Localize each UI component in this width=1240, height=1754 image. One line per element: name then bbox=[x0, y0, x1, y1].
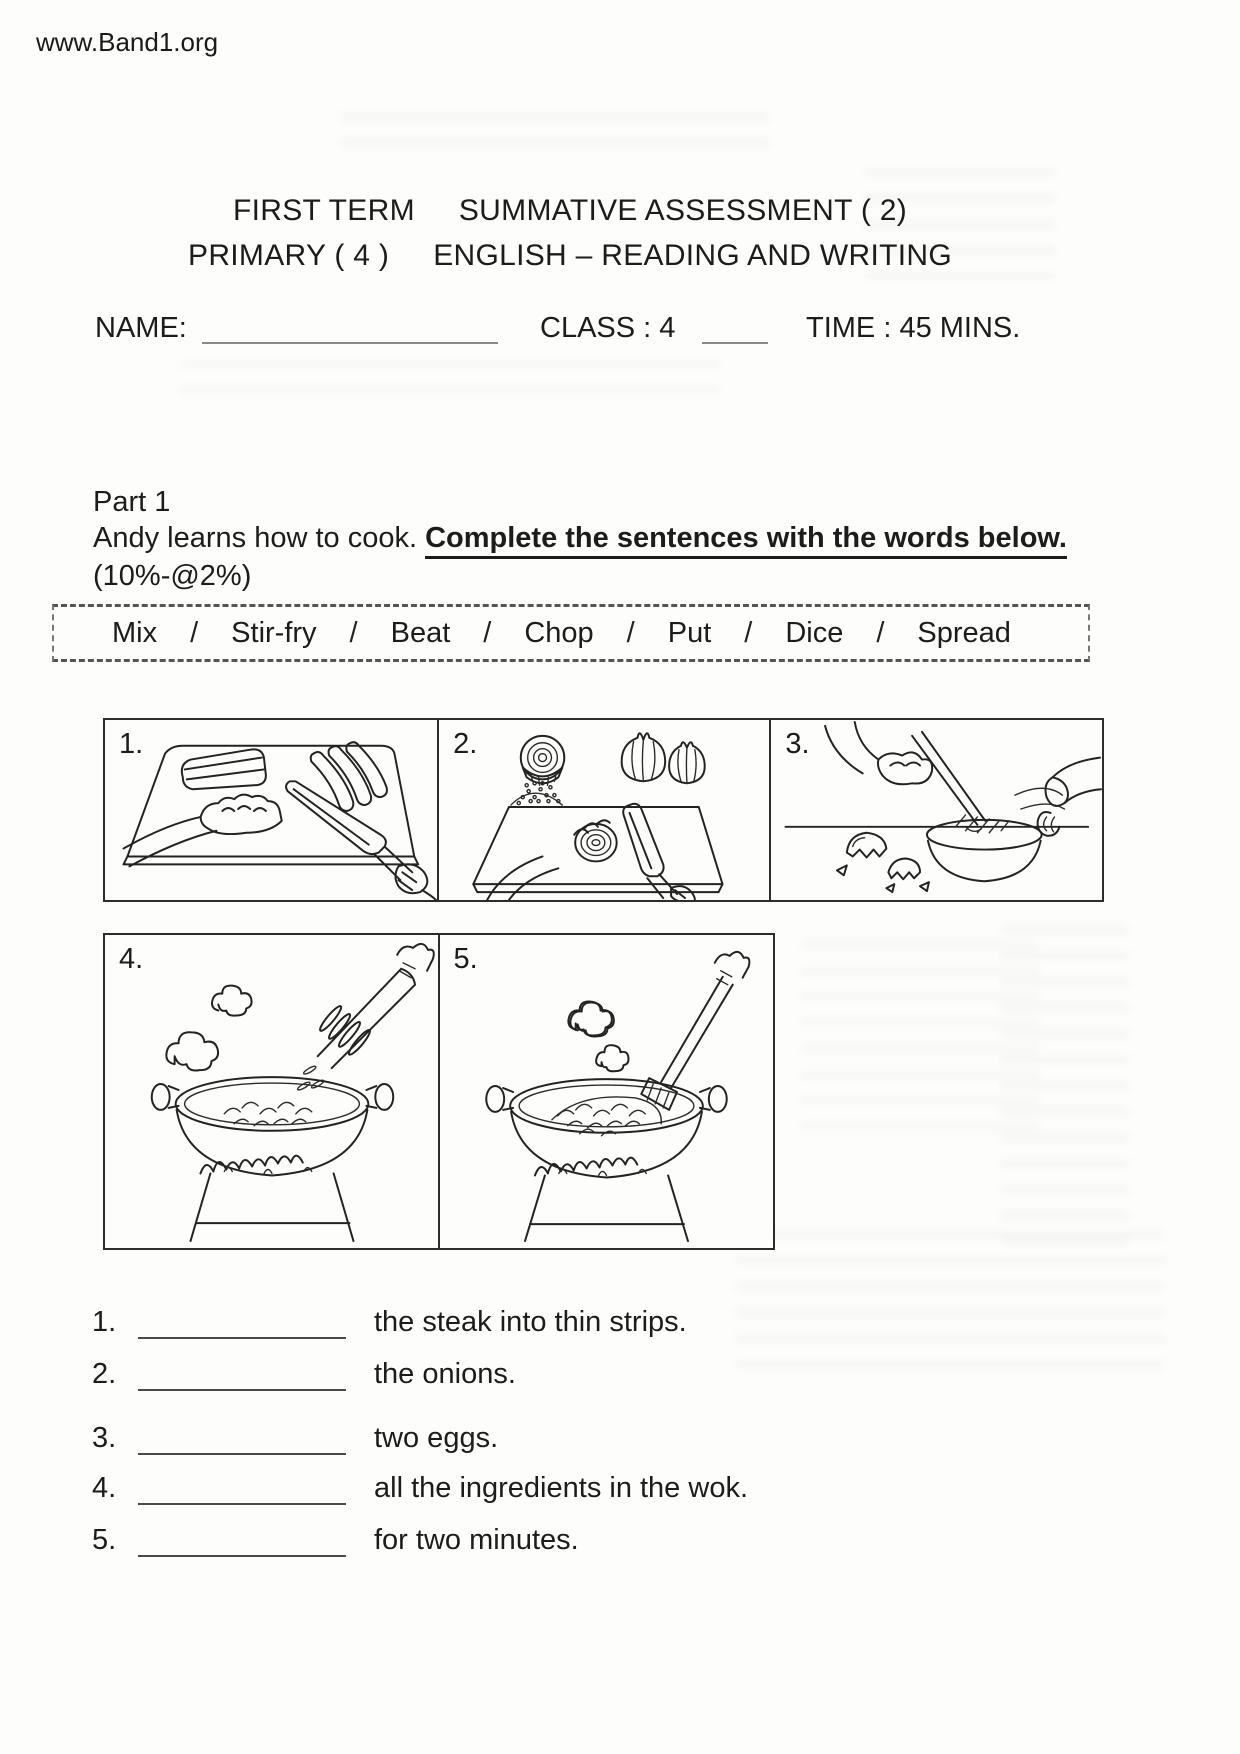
answer-blank-4[interactable] bbox=[138, 1473, 346, 1505]
sentence-number: 4. bbox=[92, 1472, 117, 1504]
picture-5-label: 5. bbox=[453, 943, 478, 975]
title-assessment: SUMMATIVE ASSESSMENT ( 2) bbox=[458, 194, 908, 227]
answer-blank-5[interactable] bbox=[138, 1525, 346, 1557]
word-bank-box bbox=[52, 604, 1090, 662]
class-label: CLASS : 4 bbox=[540, 312, 676, 344]
scan-artifact bbox=[800, 940, 1040, 1140]
put-in-wok-illustration bbox=[105, 935, 438, 1248]
title-term: FIRST TERM bbox=[232, 194, 415, 227]
part1-instruction bbox=[93, 522, 1067, 555]
answer-blank-2[interactable] bbox=[138, 1359, 346, 1391]
title-subject: ENGLISH – READING AND WRITING bbox=[433, 239, 952, 272]
sentence-row-1 bbox=[92, 1306, 687, 1339]
sentence-number: 5. bbox=[92, 1524, 117, 1556]
picture-5 bbox=[438, 933, 775, 1250]
part1-heading: Part 1 bbox=[93, 486, 171, 518]
name-blank[interactable] bbox=[202, 314, 498, 344]
time-label: TIME : 45 MINS. bbox=[806, 312, 1021, 344]
word-bank-item: Chop bbox=[524, 616, 594, 649]
part1-marks: (10%-@2%) bbox=[93, 560, 252, 592]
watermark: www.Band1.org bbox=[36, 27, 219, 57]
word-bank-separator: / bbox=[626, 616, 635, 649]
sentence-row-4 bbox=[92, 1472, 748, 1505]
answer-blank-1[interactable] bbox=[138, 1307, 346, 1339]
word-bank-separator: / bbox=[190, 616, 199, 649]
sentence-number: 3. bbox=[92, 1422, 117, 1454]
sentence-row-3 bbox=[92, 1422, 498, 1455]
picture-3 bbox=[769, 718, 1104, 902]
beat-eggs-illustration bbox=[771, 720, 1102, 900]
answer-blank-3[interactable] bbox=[138, 1423, 346, 1455]
word-bank-item: Dice bbox=[785, 616, 844, 649]
chop-steak-illustration bbox=[105, 720, 438, 900]
name-label: NAME: bbox=[95, 312, 187, 344]
sentence-text: all the ingredients in the wok. bbox=[374, 1472, 748, 1504]
sentence-text: the steak into thin strips. bbox=[374, 1306, 687, 1338]
sentence-text: the onions. bbox=[374, 1358, 516, 1390]
title-line-2 bbox=[30, 239, 1110, 273]
title-line-1 bbox=[30, 194, 1110, 228]
dice-onions-illustration bbox=[439, 720, 770, 900]
sentence-row-2 bbox=[92, 1358, 516, 1391]
picture-2-label: 2. bbox=[453, 728, 478, 760]
word-bank-separator: / bbox=[744, 616, 753, 649]
picture-row-1 bbox=[103, 718, 1104, 902]
instruction-plain: Andy learns how to cook. bbox=[93, 522, 426, 554]
picture-4 bbox=[103, 933, 440, 1250]
word-bank-item: Spread bbox=[917, 616, 1011, 649]
title-spacer bbox=[415, 194, 459, 228]
title-spacer bbox=[389, 239, 433, 273]
instruction-underlined: Complete the sentences with the words below. bbox=[425, 522, 1067, 559]
word-bank-item: Mix bbox=[112, 616, 158, 649]
word-bank-item: Put bbox=[667, 616, 712, 649]
word-bank-separator: / bbox=[349, 616, 358, 649]
stir-fry-illustration bbox=[440, 935, 773, 1248]
sentence-number: 2. bbox=[92, 1358, 117, 1390]
sentence-number: 1. bbox=[92, 1306, 117, 1338]
sentence-text: two eggs. bbox=[374, 1422, 499, 1454]
picture-2 bbox=[437, 718, 772, 902]
picture-1 bbox=[103, 718, 440, 902]
picture-4-label: 4. bbox=[119, 943, 144, 975]
word-bank-separator: / bbox=[876, 616, 885, 649]
sentence-text: for two minutes. bbox=[374, 1524, 579, 1556]
picture-1-label: 1. bbox=[119, 728, 144, 760]
scan-artifact bbox=[180, 360, 720, 408]
sentence-row-5 bbox=[92, 1524, 579, 1557]
class-blank[interactable] bbox=[702, 314, 768, 344]
word-bank-item: Beat bbox=[390, 616, 451, 649]
word-bank-item: Stir-fry bbox=[231, 616, 317, 649]
scan-artifact bbox=[340, 112, 770, 156]
title-primary: PRIMARY ( 4 ) bbox=[188, 239, 390, 272]
scan-artifact bbox=[1000, 925, 1130, 1245]
picture-3-label: 3. bbox=[785, 728, 810, 760]
scan-artifact bbox=[735, 1230, 1165, 1370]
word-bank-separator: / bbox=[483, 616, 492, 649]
picture-row-2 bbox=[103, 933, 775, 1250]
